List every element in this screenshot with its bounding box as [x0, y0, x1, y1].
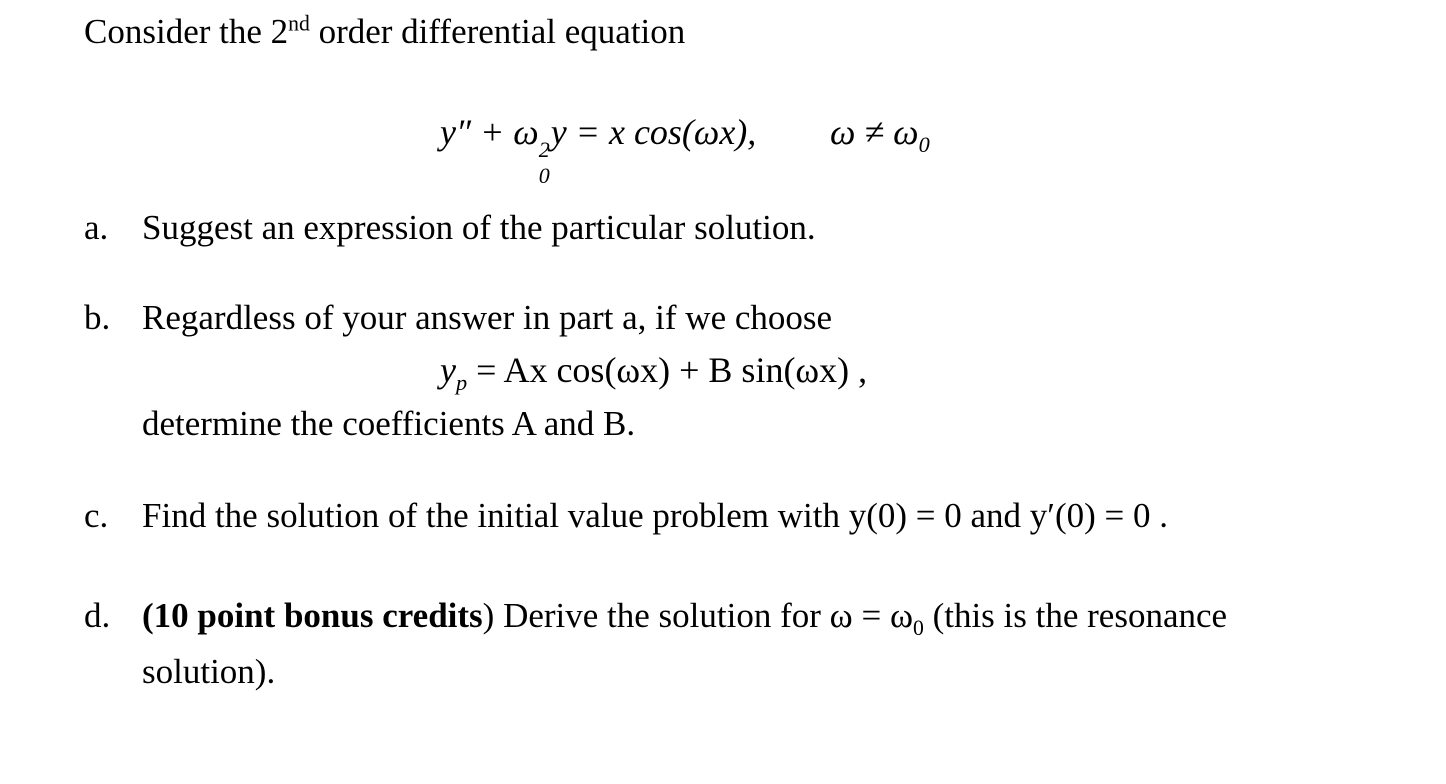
part-b-eq-suffix: = Ax cos(ωx) + B sin(ωx) , — [467, 350, 868, 390]
part-d-bold: (10 point bonus credits — [142, 596, 483, 635]
part-b-label: b. — [84, 298, 111, 337]
part-c-label: c. — [84, 496, 109, 535]
part-b-equation — [440, 350, 868, 396]
equation-rhs: y = x cos(ωx), — [550, 112, 757, 152]
part-d-label: d. — [84, 596, 111, 635]
equation-condition — [830, 112, 930, 158]
intro-superscript: nd — [288, 11, 310, 36]
equation-sup: 2 — [538, 137, 550, 162]
part-d-sub: 0 — [912, 616, 924, 640]
part-b-text2: determine the coefficients A and B. — [142, 404, 636, 443]
part-d-text — [142, 596, 1228, 640]
part-a-label: a. — [84, 208, 109, 247]
part-d-text2: solution). — [142, 652, 276, 691]
equation-lhs: y″ + ω — [440, 112, 539, 152]
part-d-main: ) Derive the solution for ω = ω — [482, 596, 913, 635]
main-equation — [440, 112, 757, 188]
part-b-eq-prefix: y — [440, 350, 456, 390]
intro-suffix: order differential equation — [309, 12, 686, 51]
intro-prefix: Consider the 2 — [84, 12, 289, 51]
part-b-eq-sub: p — [455, 370, 468, 396]
part-b-text: Regardless of your answer in part a, if we choose — [142, 298, 833, 337]
part-c-text: Find the solution of the initial value problem with y(0) = 0 and y′(0) = 0 . — [142, 496, 1169, 535]
equation-sub: 0 — [538, 163, 550, 188]
intro-line — [84, 12, 685, 52]
part-d-after: (this is the resonance — [923, 596, 1228, 635]
condition-sub: 0 — [918, 132, 930, 158]
part-a-text: Suggest an expression of the particular solution. — [142, 208, 816, 247]
condition-text: ω ≠ ω — [830, 112, 919, 152]
